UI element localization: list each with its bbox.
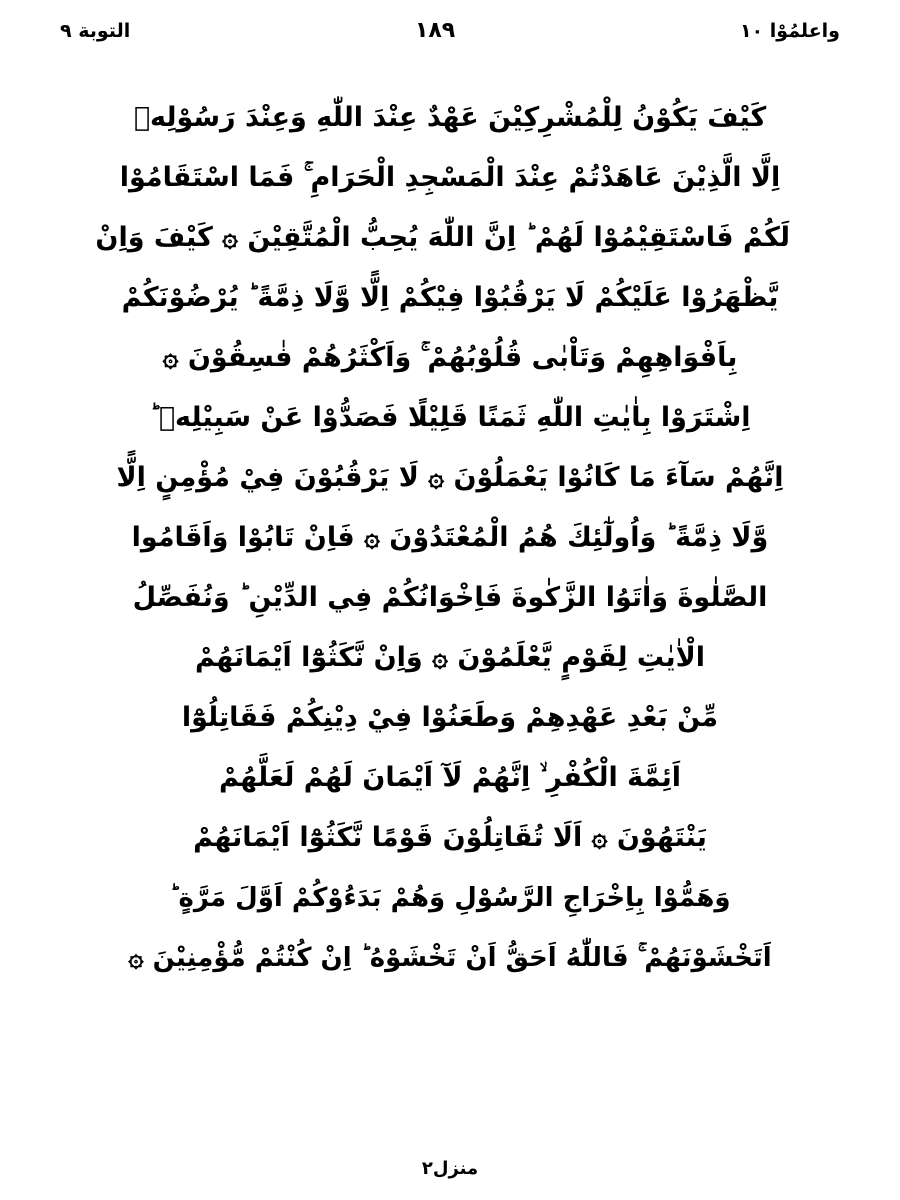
- quran-line: اَئِمَّةَ الْكُفْرِ ۙ اِنَّهُمْ لَآ اَيْمَانَ لَهُمْ لَعَلَّهُمْ: [218, 762, 682, 793]
- quran-line: لَكُمْ فَاسْتَقِيْمُوْا لَهُمْ ؕ اِنَّ اللّٰهَ يُحِبُّ الْمُتَّقِيْنَ ۞ كَيْفَ وَاِنْ: [95, 222, 790, 253]
- header-surah-label: التوبة ٩: [60, 19, 131, 42]
- quran-line: اِلَّا الَّذِيْنَ عَاهَدْتُمْ عِنْدَ الْمَسْجِدِ الْحَرَامِ ۚ فَمَا اسْتَقَامُوْا: [119, 162, 781, 193]
- page-header: [60, 14, 840, 48]
- header-juz-label: واعلمُوْا ١٠: [739, 19, 840, 42]
- manzil-label: منزل٢: [421, 1158, 479, 1179]
- quran-line: يَّظْهَرُوْا عَلَيْكُمْ لَا يَرْقُبُوْا فِيْكُمْ اِلًّا وَّلَا ذِمَّةً ؕ يُرْضُوْنَكُمْ: [121, 282, 779, 313]
- quran-line: الصَّلٰوةَ وَاٰتَوُا الزَّكٰوةَ فَاِخْوَانُكُمْ فِي الدِّيْنِ ؕ وَنُفَصِّلُ: [132, 582, 768, 613]
- quran-line: الْاٰيٰتِ لِقَوْمٍ يَّعْلَمُوْنَ ۞ وَاِنْ نَّكَثُوْٓا اَيْمَانَهُمْ: [195, 642, 705, 673]
- quran-line: يَنْتَهُوْنَ ۞ اَلَا تُقَاتِلُوْنَ قَوْمًا نَّكَثُوْٓا اَيْمَانَهُمْ: [193, 822, 707, 853]
- quran-line: بِاَفْوَاهِهِمْ وَتَاْبٰى قُلُوْبُهُمْ ۚ وَاَكْثَرُهُمْ فٰسِقُوْنَ ۞: [162, 342, 738, 373]
- quran-line: اِنَّهُمْ سَآءَ مَا كَانُوْا يَعْمَلُوْنَ ۞ لَا يَرْقُبُوْنَ فِيْ مُؤْمِنٍ اِلًّا: [116, 462, 784, 493]
- quran-line: اِشْتَرَوْا بِاٰيٰتِ اللّٰهِ ثَمَنًا قَلِيْلًا فَصَدُّوْا عَنْ سَبِيْلِهٖ ؕ: [149, 402, 751, 433]
- page-footer: [0, 1159, 900, 1178]
- quran-line: مِّنْ بَعْدِ عَهْدِهِمْ وَطَعَنُوْا فِيْ دِيْنِكُمْ فَقَاتِلُوْٓا: [181, 702, 719, 733]
- quran-line: كَيْفَ يَكُوْنُ لِلْمُشْرِكِيْنَ عَهْدٌ عِنْدَ اللّٰهِ وَعِنْدَ رَسُوْلِهٖ: [133, 102, 767, 133]
- quran-text-block: [95, 88, 790, 988]
- quran-line: اَتَخْشَوْنَهُمْ ۚ فَاللّٰهُ اَحَقُّ اَنْ تَخْشَوْهُ ؕ اِنْ كُنْتُمْ مُّؤْمِنِيْنَ ۞: [128, 943, 772, 973]
- quran-line: وَّلَا ذِمَّةً ؕ وَاُولٰٓئِكَ هُمُ الْمُعْتَدُوْنَ ۞ فَاِنْ تَابُوْا وَاَقَامُوا: [131, 522, 769, 553]
- page-number: ١٨٩: [414, 18, 456, 43]
- quran-line: وَهَمُّوْا بِاِخْرَاجِ الرَّسُوْلِ وَهُمْ بَدَءُوْكُمْ اَوَّلَ مَرَّةٍ ؕ: [169, 883, 731, 913]
